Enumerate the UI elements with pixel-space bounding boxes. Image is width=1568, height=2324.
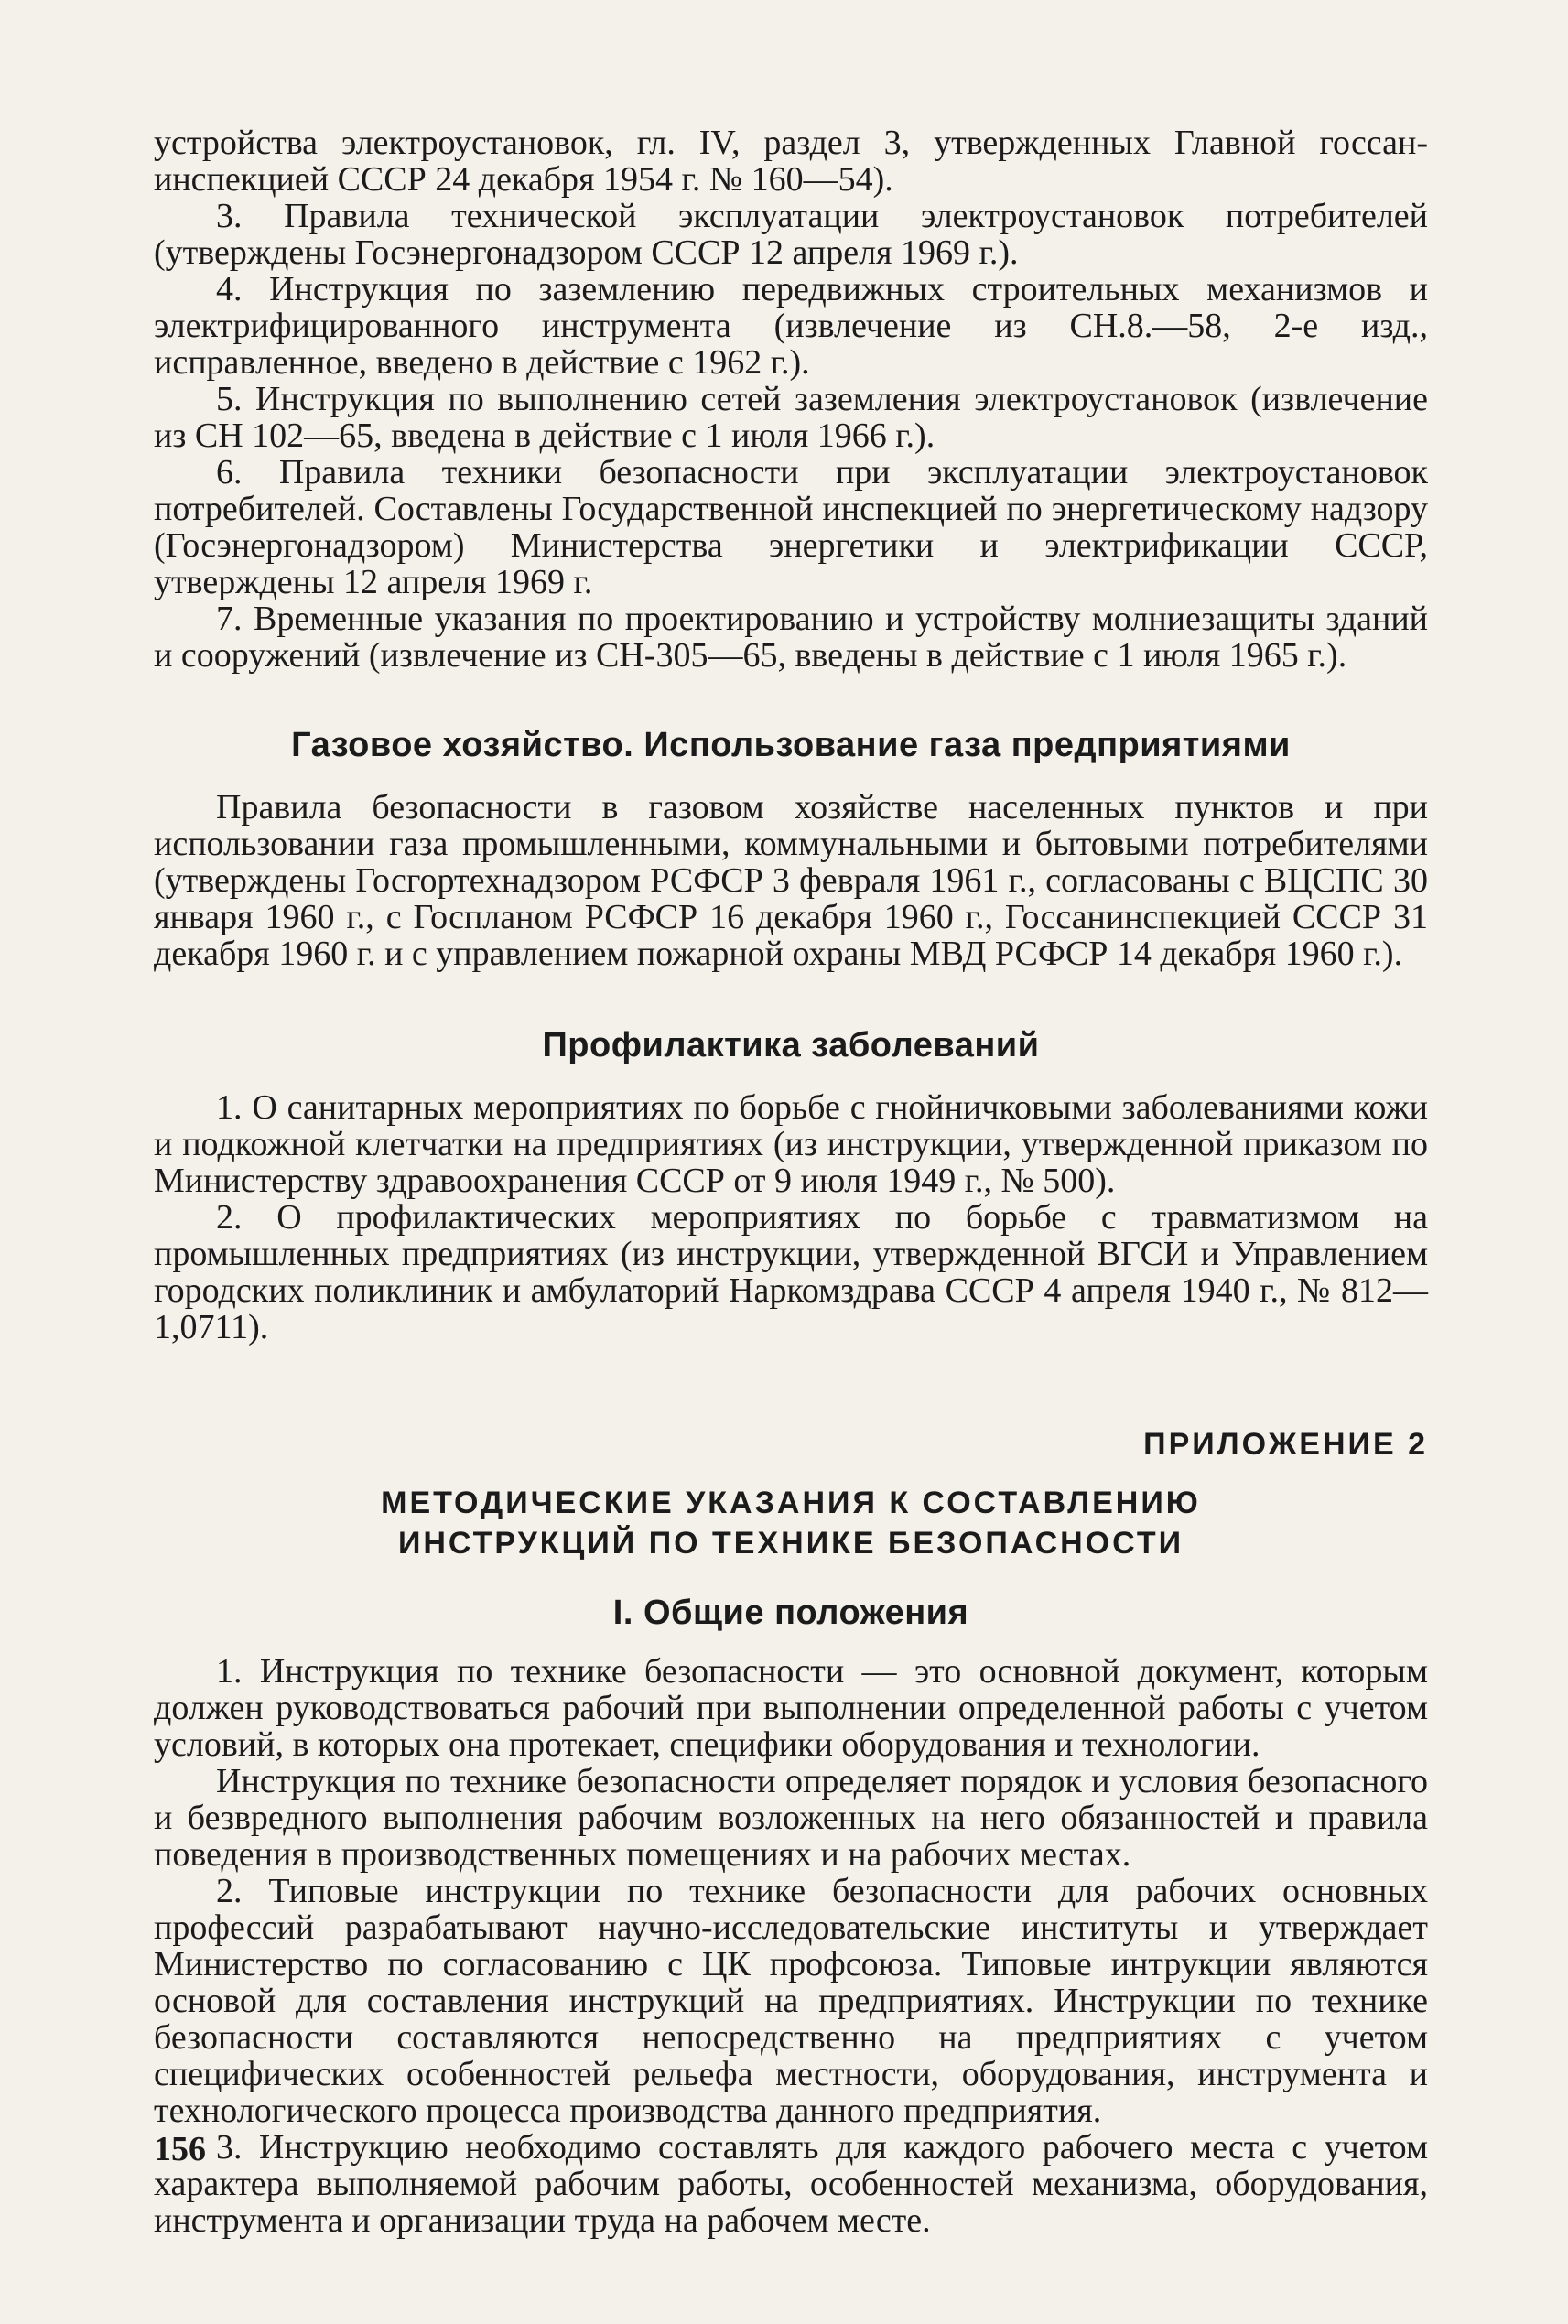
appendix-title-line-1: МЕТОДИЧЕСКИЕ УКАЗАНИЯ К СОСТАВЛЕНИЮ bbox=[381, 1486, 1201, 1520]
general-provisions-heading: I. Общие положения bbox=[612, 1594, 969, 1632]
prophylaxis-section-heading: Профилактика заболеваний bbox=[542, 1026, 1040, 1065]
electrical-list-item-7: 7. Временные указания по проектированию и устройству молниезащиты зданий и сооружений (извлечение из СН-305—65, введены в действие с 1 июля 1965 г.). bbox=[154, 600, 1428, 675]
appendix-paragraph-3: 3. Инструкцию необходимо составлять для каждого рабочего места с учетом характера выполняемой рабочим работы, особенностей механизма, оборудования, инструмента и организации труда на рабочем месте. bbox=[154, 2128, 1428, 2240]
document-page bbox=[154, 124, 1428, 2239]
electrical-list-item-6: 6. Правила техники безопасности при эксплуатации электроустановок потребителей. Составлены Государственной инспекцией по энергетическому надзору (Госэнергонадзором) Министерства энергетики и электрификации СССР, утверждены 12 апреля 1969 г. bbox=[154, 453, 1428, 601]
appendix-paragraph-1: 1. Инструкция по технике безопасности — это основной документ, которым должен руководствоваться рабочий при выполнении определенной работы с учетом условий, в которых она протекает, специфики оборудования и технологии. bbox=[154, 1652, 1428, 1764]
page-number: 156 bbox=[154, 2130, 206, 2168]
appendix-label: ПРИЛОЖЕНИЕ 2 bbox=[1143, 1427, 1428, 1462]
prophylaxis-item-1: 1. О санитарных мероприятиях по борьбе с гнойничковыми заболеваниями кожи и подкожной клетчатки на предприятиях (из инструкции, утвержденной приказом по Министерству здравоохранения СССР от 9 июля 1949 г., № 500). bbox=[154, 1088, 1428, 1200]
appendix-title-line-2: ИНСТРУКЦИЙ ПО ТЕХНИКЕ БЕЗОПАСНОСТИ bbox=[397, 1526, 1184, 1561]
appendix-paragraph-2: 2. Типовые инструкции по технике безопасности для рабочих основных профессий разрабатывают научно-исследовательские институты и утверждает Министерство по согласованию с ЦК профсоюза. Типовые интрукции являются основой для составления инструкций на предприятиях. Инструкции по технике безопасности составляются непосредственно на предприятиях с учетом специфических особенностей рельефа местности, оборудования, инструмента и технологического процесса производства данного предприятия. bbox=[154, 1872, 1428, 2130]
electrical-list-item-5: 5. Инструкция по выполнению сетей заземления электроустановок (извлечение из СН 102—65, введена в действие с 1 июля 1966 г.). bbox=[154, 380, 1428, 455]
electrical-list-item-4: 4. Инструкция по заземлению передвижных строительных механизмов и электрифицированного инструмента (извлечение из СН.8.—58, 2-е изд., исправленное, введено в действие с 1962 г.). bbox=[154, 270, 1428, 382]
gas-section-text: Правила безопасности в газовом хозяйстве населенных пунктов и при использовании газа промышленными, коммунальными и бытовыми потребителями (утверждены Госгортехнадзором РСФСР 3 февраля 1961 г., согласованы с ВЦСПС 30 января 1960 г., с Госпланом РСФСР 16 декабря 1960 г., Госсанинспекцией СССР 31 декабря 1960 г. и с управлением пожарной охраны МВД РСФСР 14 декабря 1960 г.). bbox=[154, 788, 1428, 973]
appendix-paragraph-1b: Инструкция по технике безопасности определяет порядок и условия безопасного и безвредного выполнения рабочим возложенных на него обязанностей и правила поведения в производственных помещениях и на рабочих местах. bbox=[154, 1762, 1428, 1874]
electrical-list-continuation: устройства электроустановок, гл. IV, раздел 3, утвержденных Главной госсан-инспекцией СССР 24 декабря 1954 г. № 160—54). bbox=[154, 124, 1428, 199]
appendix-title bbox=[154, 1483, 1428, 1563]
prophylaxis-item-2: 2. О профилактических мероприятиях по борьбе с травматизмом на промышленных предприятиях (из инструкции, утвержденной ВГСИ и Управлением городских поликлиник и амбулаторий Наркомздрава СССР 4 апреля 1940 г., № 812—1,0711). bbox=[154, 1198, 1428, 1346]
gas-section-heading: Газовое хозяйство. Использование газа предприятиями bbox=[291, 726, 1291, 764]
electrical-list-item-3: 3. Правила технической эксплуатации электроустановок потребителей (утверждены Госэнергонадзором СССР 12 апреля 1969 г.). bbox=[154, 197, 1428, 272]
